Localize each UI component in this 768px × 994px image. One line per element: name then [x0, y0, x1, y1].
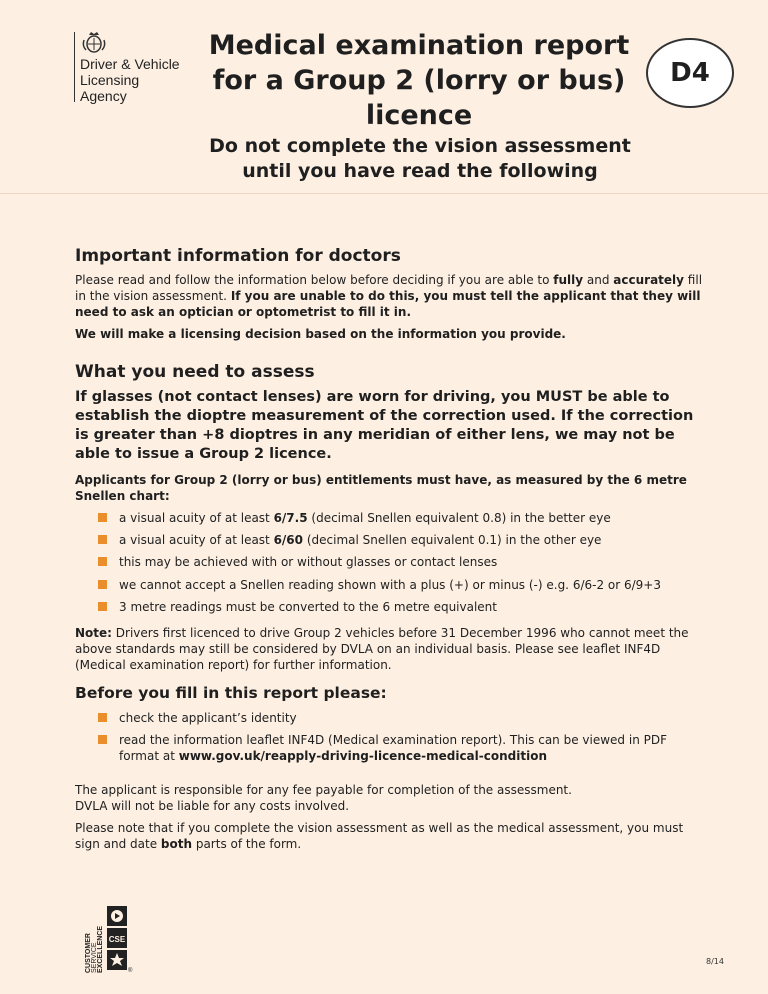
- cse-word: SERVICE: [91, 942, 98, 973]
- cse-word: EXCELLENCE: [97, 925, 104, 973]
- agency-line: Agency: [80, 88, 127, 104]
- bullet-marker: [98, 602, 107, 611]
- signature-paragraph: Please note that if you complete the vision assessment as well as the medical assessment, you must sign and date both parts of the form.: [75, 821, 684, 851]
- section-heading-before: Before you fill in this report please:: [75, 684, 387, 702]
- agency-name: [80, 56, 180, 104]
- cse-badge-text: CSE: [108, 935, 126, 944]
- registered-mark: ®: [128, 968, 133, 974]
- decision-statement: We will make a licensing decision based on the information you provide.: [75, 327, 566, 341]
- assess-subheading: Applicants for Group 2 (lorry or bus) entitlements must have, as measured by the 6 metre Snellen chart:: [75, 473, 687, 503]
- cse-word: CUSTOMER: [85, 933, 92, 973]
- bullet-marker: [98, 513, 107, 522]
- bullet-marker: [98, 535, 107, 544]
- page-subtitle: Do not complete the vision assessment until you have read the following: [209, 135, 631, 182]
- important-paragraph: Please read and follow the information below before deciding if you are able to fully and accurately fill in the vision assessment. If you are unable to do this, you must tell the applicant that they will need to ask an optician or optometrist to fill it in.: [75, 273, 703, 319]
- section-heading-assess: What you need to assess: [75, 362, 315, 382]
- fee-paragraph: The applicant is responsible for any fee payable for completion of the assessment. DVLA will not be liable for any costs involved.: [75, 783, 572, 813]
- royal-crest-icon: [80, 30, 108, 54]
- note-paragraph: Note: Drivers first licenced to drive Group 2 vehicles before 31 December 1996 who cannot meet the above standards may still be considered by DVLA on an individual basis. Please see leaflet INF4D (Medical examination report) for further information.: [75, 626, 689, 672]
- bullet-marker: [98, 580, 107, 589]
- page-code: 8/14: [706, 957, 724, 966]
- section-heading-important: Important information for doctors: [75, 246, 401, 266]
- cse-mark-icon: [76, 905, 136, 975]
- assess-lead: If glasses (not contact lenses) are worn for driving, you MUST be able to establish the dioptre measurement of the correction used. If the correction is greater than +8 dioptres in any meridian of either lens, we may not be able to issue a Group 2 licence.: [75, 389, 694, 462]
- bullet-marker: [98, 713, 107, 722]
- customer-service-excellence-logo: [76, 905, 136, 975]
- agency-line: Licensing: [80, 72, 140, 88]
- bullet-marker: [98, 735, 107, 744]
- agency-line: Driver & Vehicle: [80, 56, 180, 72]
- leaflet-url[interactable]: www.gov.uk/reapply-driving-licence-medical-condition: [178, 749, 547, 763]
- logo-rule: [74, 32, 79, 102]
- form-code-badge: D4: [646, 38, 734, 108]
- bullet-marker: [98, 557, 107, 566]
- page-title: Medical examination report for a Group 2 (lorry or bus) licence: [208, 30, 630, 131]
